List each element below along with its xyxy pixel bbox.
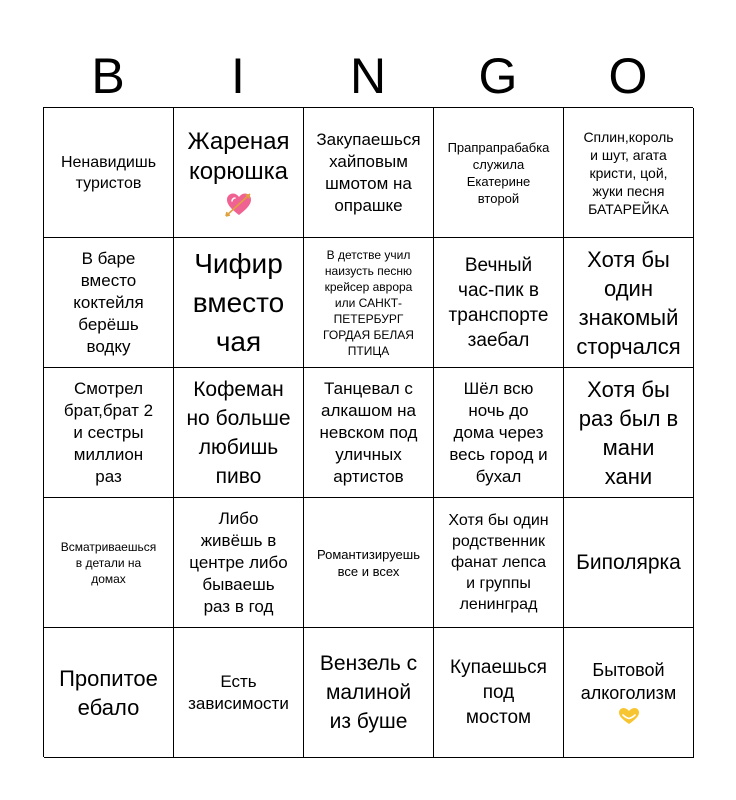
bingo-cell-r2c4[interactable] <box>434 238 564 368</box>
cell-text: Смотрел брат,брат 2 и сестры миллион раз <box>63 378 154 486</box>
bingo-cell-r1c4[interactable] <box>434 108 564 238</box>
cell-text: Хотя бы один родственник фанат лепса и группы ленинград <box>448 512 549 613</box>
bingo-cell-r4c4[interactable] <box>434 498 564 628</box>
cell-text: Чифир вместо чая <box>192 248 285 357</box>
cell-text: Прапрапрабабка служила Екатерине второй <box>447 139 550 206</box>
header-letter-o: O <box>608 48 648 104</box>
bingo-cell-r3c4[interactable] <box>434 368 564 498</box>
cell-text: Вензель с малиной из буше <box>319 652 418 733</box>
cell-text: Хотя бы раз был в мани хани <box>578 376 679 489</box>
cell-text: Шёл всю ночь до дома через весь город и бухал <box>449 378 548 486</box>
cell-text: Бытовой алкоголизм <box>580 660 677 703</box>
cell-text: Есть зависимости <box>188 671 289 713</box>
bingo-cell-r2c1[interactable] <box>44 238 174 368</box>
bingo-cell-r5c2[interactable] <box>174 628 304 758</box>
cell-text: Танцевал с алкашом на невском под уличных артистов <box>319 378 418 486</box>
heart-with-arrow-icon <box>224 189 254 219</box>
bingo-cell-r3c3[interactable] <box>304 368 434 498</box>
header-letter-n: N <box>349 48 387 104</box>
yellow-heart-hands-icon <box>617 706 641 726</box>
cell-text: Романтизируешь все и всех <box>317 546 420 579</box>
bingo-cell-r5c3[interactable] <box>304 628 434 758</box>
bingo-cell-r1c1[interactable] <box>44 108 174 238</box>
cell-text: Ненавидишь туристов <box>60 153 157 192</box>
header-letter-i: I <box>231 48 245 104</box>
bingo-cell-r1c2[interactable] <box>174 108 304 238</box>
cell-text: В детстве учил наизусть песню крейсер аврора или САНКТ- ПЕТЕРБУРГ ГОРДАЯ БЕЛАЯ ПТИЦА <box>323 247 414 358</box>
bingo-cell-r1c5[interactable] <box>564 108 694 238</box>
bingo-cell-r2c2[interactable] <box>174 238 304 368</box>
header-letter-g: G <box>478 48 518 104</box>
header-letter-b: B <box>91 48 125 104</box>
bingo-cell-r5c4[interactable] <box>434 628 564 758</box>
cell-text: Либо живёшь в центре либо бываешь раз в год <box>189 508 288 616</box>
cell-text: Закупаешься хайповым шмотом на опрашке <box>316 129 421 215</box>
bingo-cell-r2c5[interactable] <box>564 238 694 368</box>
bingo-cell-r3c1[interactable] <box>44 368 174 498</box>
cell-text: Биполярка <box>576 551 681 574</box>
cell-text: Пропитое ебало <box>59 665 158 720</box>
cell-text: В баре вместо коктейля берёшь водку <box>73 248 144 356</box>
bingo-grid <box>43 107 693 757</box>
bingo-cell-r4c1[interactable] <box>44 498 174 628</box>
cell-text: Жареная корюшка <box>187 127 290 185</box>
cell-text: Всматриваешься в детали на домах <box>60 539 157 586</box>
bingo-cell-r3c5[interactable] <box>564 368 694 498</box>
bingo-cell-r4c3[interactable] <box>304 498 434 628</box>
bingo-header <box>43 44 693 108</box>
cell-text: Кофеман но больше любишь пиво <box>186 377 291 488</box>
bingo-cell-r5c1[interactable] <box>44 628 174 758</box>
bingo-cell-r4c2[interactable] <box>174 498 304 628</box>
bingo-cell-r2c3[interactable] <box>304 238 434 368</box>
cell-text: Хотя бы один знакомый сторчался <box>576 246 681 359</box>
cell-text: Сплин,король и шут, агата кристи, цой, жуки песня БАТАРЕЙКА <box>583 128 674 217</box>
cell-text: Купаешься под мостом <box>450 657 547 728</box>
bingo-cell-r3c2[interactable] <box>174 368 304 498</box>
bingo-cell-r1c3[interactable] <box>304 108 434 238</box>
cell-text: Вечный час-пик в транспорте заебал <box>448 254 549 351</box>
bingo-cell-r5c5[interactable] <box>564 628 694 758</box>
bingo-cell-r4c5[interactable] <box>564 498 694 628</box>
